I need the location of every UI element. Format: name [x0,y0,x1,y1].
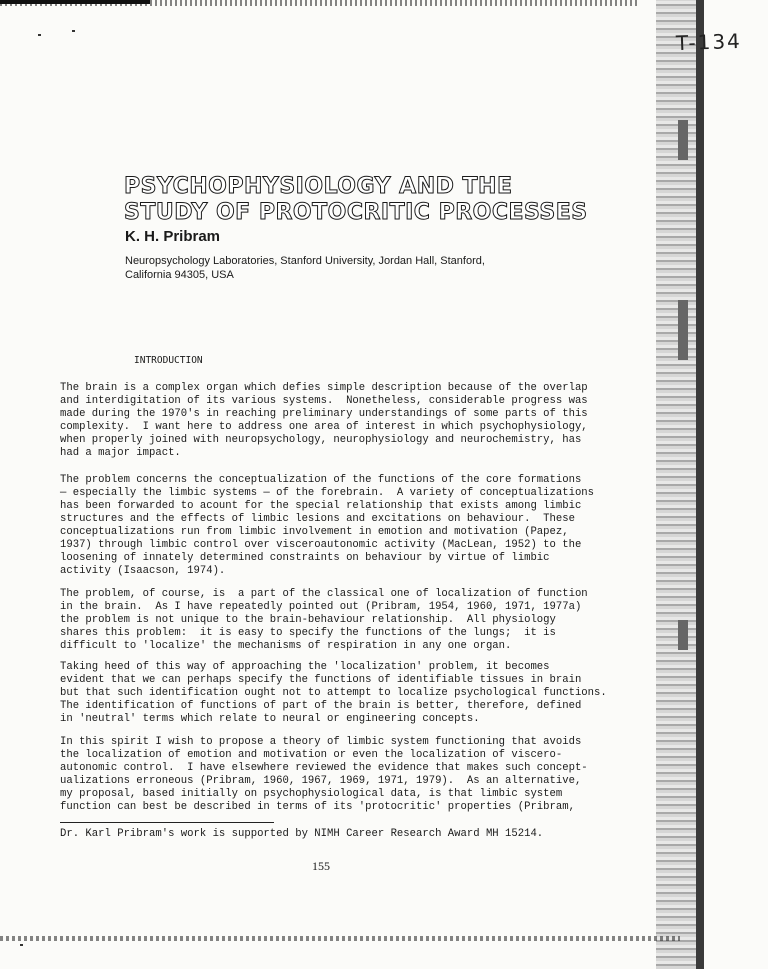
book-binding-edge [656,0,698,969]
paragraph: The problem concerns the conceptualization of the functions of the core formations — especially the limbic systems — of the forebrain. A variety of conceptualizations has been forwarded to acount for the special relationship that exists among limbic structures and the effects of limbic lesions and excitations on behaviour. These conceptualizations run from limbic involvement in emotion and motivation (Papez, 1937) through limbic control over visceroautonomic activity (MacLean, 1952) to the loosening of innately determined constraints on behaviour by virtue of limbic activity (Isaacson, 1974). [60,474,595,577]
title-line: STUDY OF PROTOCRITIC PROCESSES [124,200,588,225]
section-heading: INTRODUCTION [134,355,203,366]
binding-strip [678,620,688,650]
page-number: 155 [312,859,330,873]
footnote: Dr. Karl Pribram's work is supported by NIMH Career Research Award MH 15214. [60,828,544,840]
binding-strip [678,120,688,160]
book-binding-shadow [696,0,704,969]
scan-speck [72,30,75,32]
paragraph: Taking heed of this way of approaching the 'localization' problem, it becomes evident that we can perhaps specify the functions of identifiable tissues in brain but that such identification ought not to attempt to localize psychological functions. The identification of functions of part of the brain is better, therefore, defined in 'neutral' terms which relate to neural or engineering concepts. [60,661,607,725]
author-name: K. H. Pribram [125,228,221,245]
scan-speck [20,944,23,946]
author-affiliation [125,254,525,282]
paragraph: The brain is a complex organ which defies simple description because of the overlap and interdigitation of its various systems. Nonetheless, considerable progress was made during the 1970's in reaching preliminary understandings of some parts of this complexity. I want here to address one area of interest in which psychophysiology, when properly joined with neuropsychology, neurophysiology and neurochemistry, has had a major impact. [60,382,588,459]
paragraph: The problem, of course, is a part of the classical one of localization of function in the brain. As I have repeatedly pointed out (Pribram, 1954, 1960, 1971, 1977a) the problem is not unique to the brain-behaviour relationship. All physiology shares this problem: it is easy to specify the functions of the lungs; it is difficult to 'localize' the mechanisms of respiration in any one organ. [60,588,588,652]
title-line: PSYCHOPHYSIOLOGY AND THE [124,174,513,199]
affiliation-line: California 94305, USA [125,269,234,281]
binding-strip [678,300,688,360]
scan-top-edge-left [0,0,150,4]
paragraph: In this spirit I wish to propose a theory of limbic system functioning that avoids the localization of emotion and motivation or even the localization of viscero- autonomic control. I have elsewhere reviewed the evidence that makes such concept- ualizations erroneous (Pribram, 1960, 1967, 1969, 1971, 1979). As an alternative, my proposal, based initially on psychophysiological data, is that limbic system function can best be described in terms of its 'protocritic' properties (Pribram, [60,736,588,813]
footnote-rule [60,822,274,823]
affiliation-line: Neuropsychology Laboratories, Stanford University, Jordan Hall, Stanford, [125,255,485,267]
scan-bottom-edge [0,936,680,941]
scan-speck [38,34,41,36]
paper-title [124,174,644,226]
handwritten-catalog-number: T-134 [675,28,743,56]
